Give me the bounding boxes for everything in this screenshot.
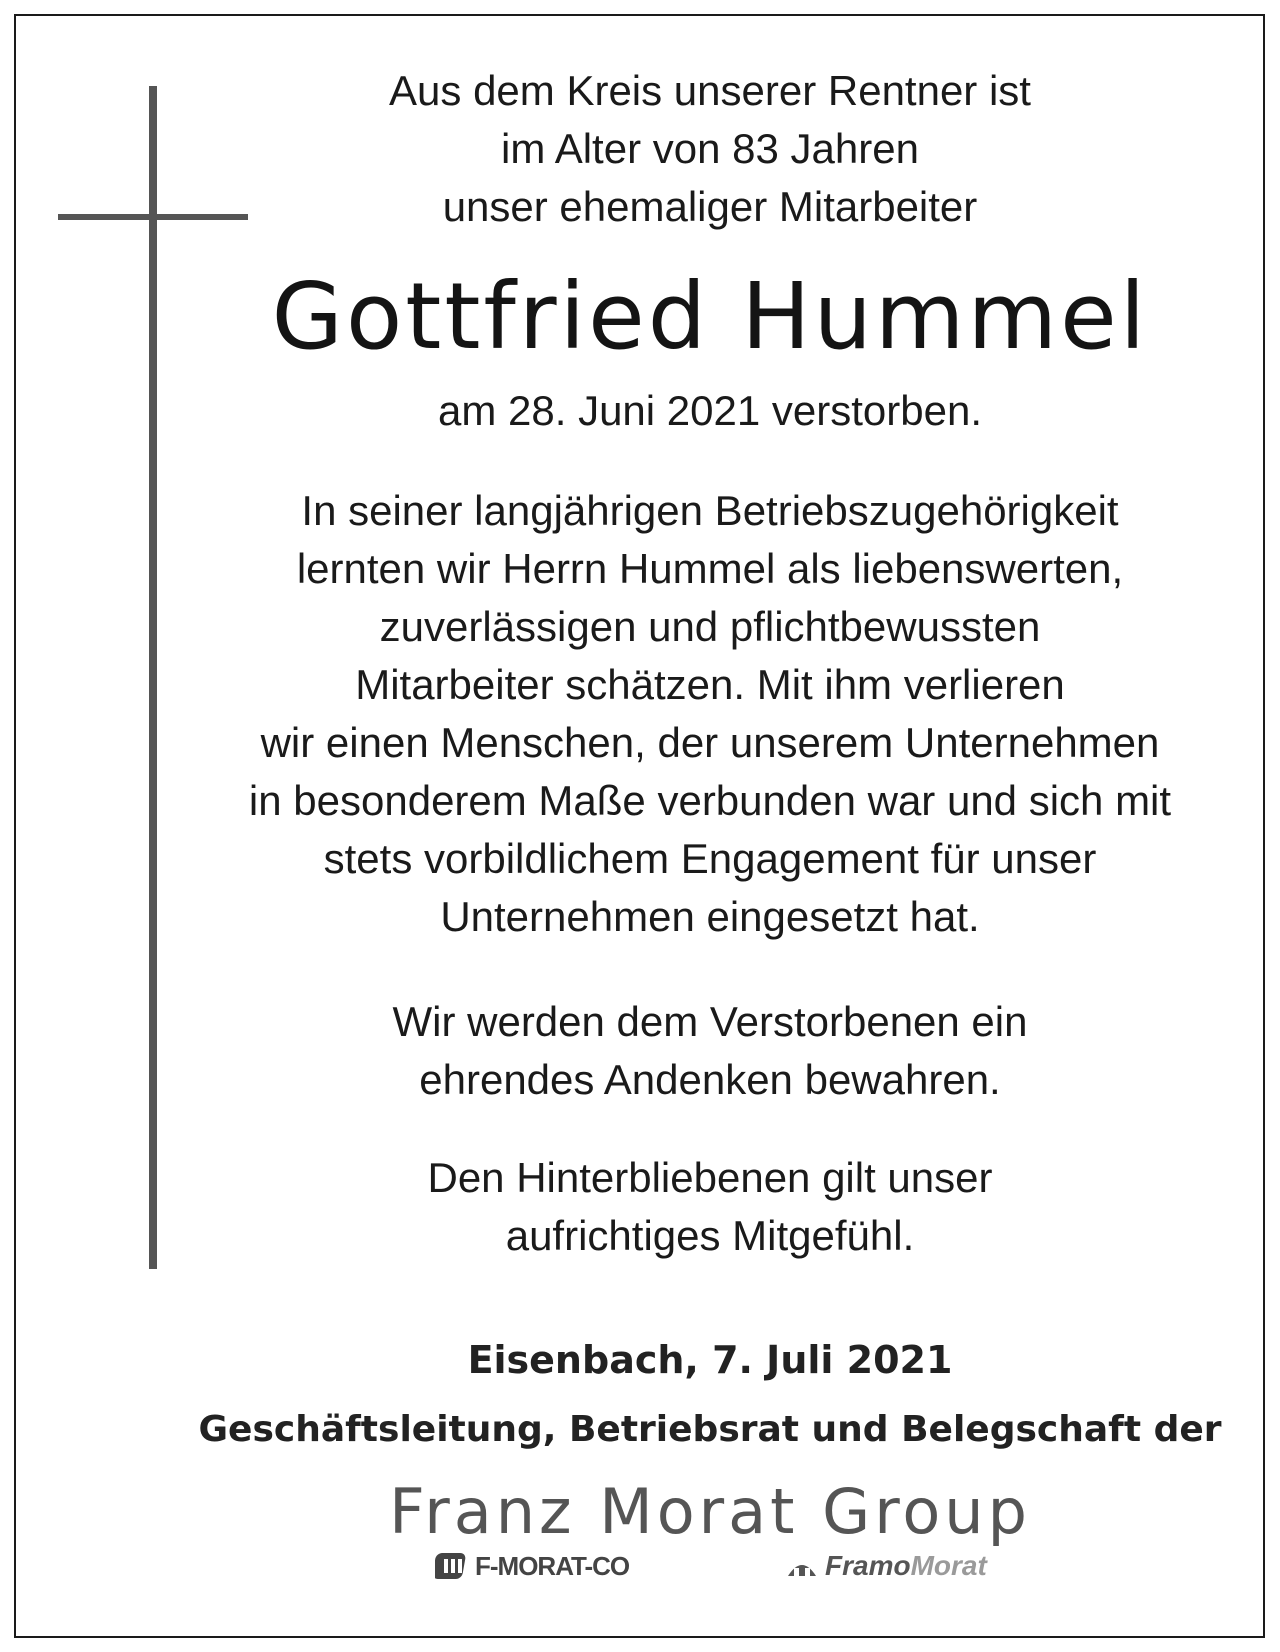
tribute-line: Mitarbeiter schätzen. Mit ihm verlieren — [355, 661, 1065, 708]
company-name: Franz Morat Group — [389, 1475, 1031, 1548]
condolence-paragraph — [190, 1149, 1230, 1265]
framo-morat-logo — [785, 1546, 987, 1586]
remembrance-paragraph — [190, 993, 1230, 1109]
intro-line: unser ehemaliger Mitarbeiter — [442, 183, 978, 230]
condolence-line: Den Hinterbliebenen gilt unser — [427, 1154, 993, 1201]
remembrance-line: Wir werden dem Verstorbenen ein — [392, 998, 1028, 1045]
tribute-line: stets vorbildlichem Engagement für unser — [323, 835, 1097, 882]
framo-logo-text: Framo — [825, 1550, 911, 1581]
fmorat-logo-icon — [435, 1549, 471, 1583]
fmorat-logo — [435, 1546, 629, 1586]
framo-logo-icon — [785, 1552, 819, 1580]
death-date-line: am 28. Juni 2021 verstorben. — [438, 387, 982, 434]
morat-logo-text: Morat — [910, 1550, 987, 1581]
condolence-line: aufrichtiges Mitgefühl. — [505, 1212, 915, 1259]
tribute-line: lernten wir Herrn Hummel als liebenswerten, — [296, 545, 1124, 592]
tribute-line: zuverlässigen und pflichtbewussten — [379, 603, 1041, 650]
cross-vertical-bar — [149, 86, 157, 1269]
intro-line: Aus dem Kreis unserer Rentner ist — [389, 67, 1031, 114]
remembrance-line: ehrendes Andenken bewahren. — [419, 1056, 1001, 1103]
intro-text — [190, 62, 1230, 236]
tribute-line: In seiner langjährigen Betriebszugehörigkeit — [301, 487, 1119, 534]
tribute-paragraph — [190, 482, 1230, 946]
signers-line: Geschäftsleitung, Betriebsrat und Belegschaft der — [198, 1409, 1222, 1450]
fmorat-logo-text: F-MORAT-CO — [475, 1550, 630, 1581]
place-and-date: Eisenbach, 7. Juli 2021 — [467, 1338, 953, 1382]
tribute-line: wir einen Menschen, der unserem Unternehmen — [260, 719, 1160, 766]
intro-line: im Alter von 83 Jahren — [501, 125, 919, 172]
tribute-line: Unternehmen eingesetzt hat. — [440, 893, 980, 940]
deceased-name: Gottfried Hummel — [271, 263, 1149, 370]
tribute-line: in besonderem Maße verbunden war und sich mit — [248, 777, 1172, 824]
